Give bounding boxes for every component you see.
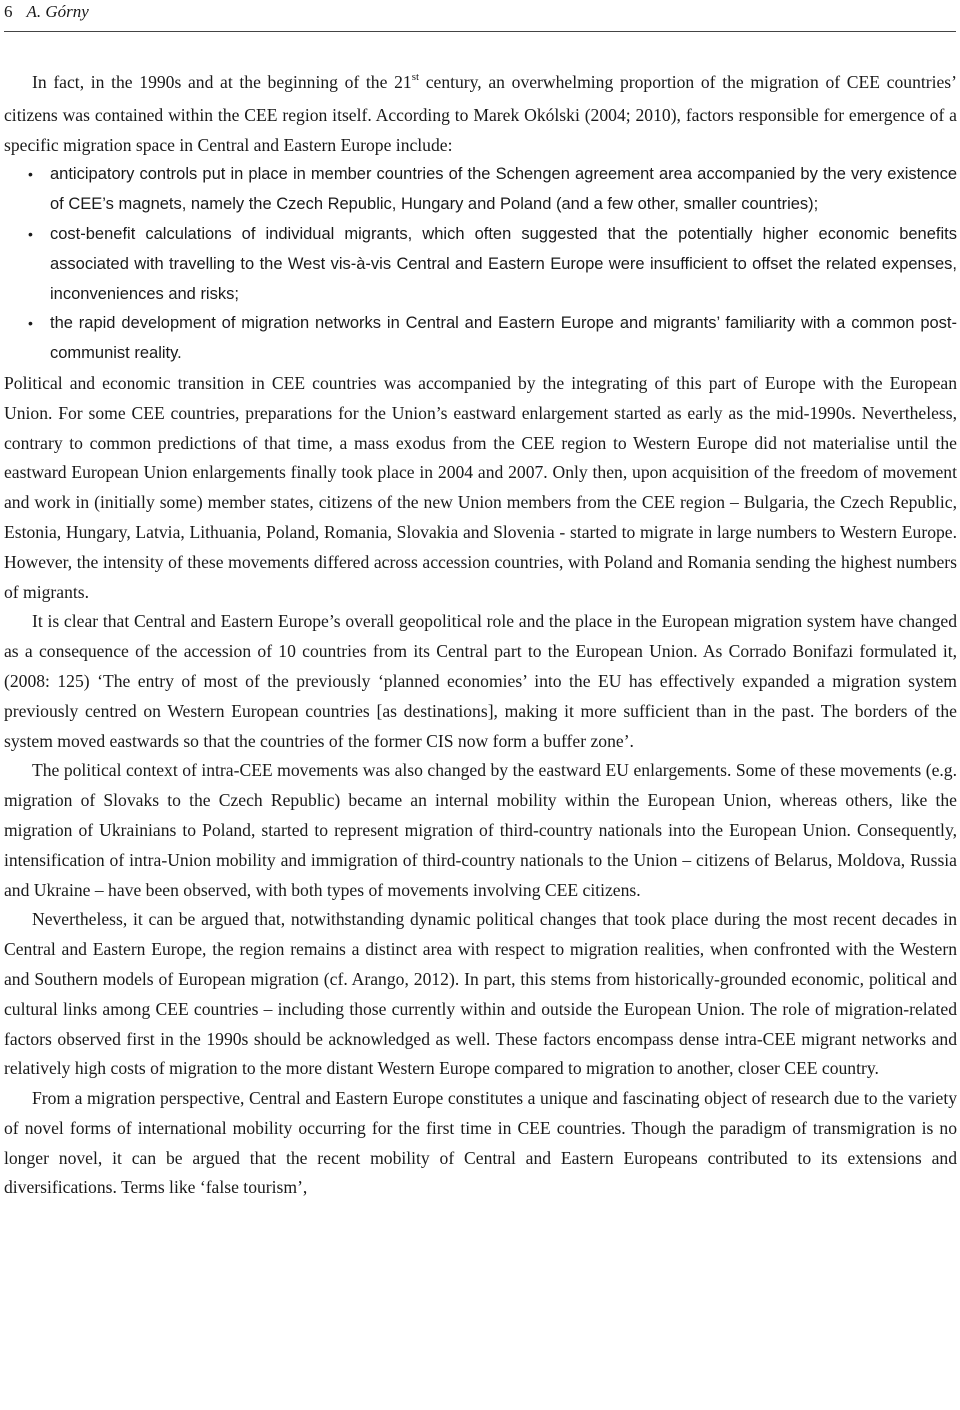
- list-item: [4, 309, 957, 369]
- bullet-icon: •: [28, 166, 33, 183]
- list-item-text: cost-benefit calculations of individual migrants, which often suggested that the potentially higher economic benefits associated with travelling to the West vis-à-vis Central and Eastern Europe were insufficient to offset the related expenses, inconveniences and risks;: [50, 224, 957, 303]
- paragraph-distinct-area: Nevertheless, it can be argued that, notwithstanding dynamic political changes that took place during the most recent decades in Central and Eastern Europe, the region remains a distinct area with respect to migration realities, when confronted with the Western and Southern models of European migration (cf. Arango, 2012). In part, this stems from historically-grounded economic, political and cultural links among CEE countries – including those currently within and outside the European Union. The role of migration-related factors observed first in the 1990s should be acknowledged as well. These factors encompass dense intra-CEE migrant networks and relatively high costs of migration to the more distant Western Europe compared to migration to another, closer CEE country.: [4, 909, 957, 1079]
- paragraph-intro-part-a: In fact, in the 1990s and at the beginning of the 21: [32, 72, 412, 92]
- body-text: [4, 68, 957, 1203]
- factor-list: [4, 160, 957, 369]
- running-author: A. Górny: [26, 2, 89, 21]
- paragraph-political-context: The political context of intra-CEE movements was also changed by the eastward EU enlargements. Some of these movements (e.g. migration of Slovaks to the Czech Republic) became an internal mobility within the European Union, whereas others, like the migration of Ukrainians to Poland, started to represent migration of third-country nationals into the European Union. Consequently, intensification of intra-Union mobility and immigration of third-country nationals to the Union – citizens of Belarus, Moldova, Russia and Ukraine – have been observed, with both types of movements involving CEE citizens.: [4, 760, 957, 900]
- paragraph-geopolitical-role: It is clear that Central and Eastern Europe’s overall geopolitical role and the place in the European migration system have changed as a consequence of the accession of 10 countries from its Central part to the European Union. As Corrado Bonifazi formulated it, (2008: 125) ‘The entry of most of the previously ‘planned economies’ into the EU has effectively expanded a migration system previously centred on Western European countries [as destinations], making it more sufficient than in the past. The borders of the system moved eastwards so that the countries of the former CIS now form a buffer zone’.: [4, 611, 957, 751]
- paragraph-intro-part-b: century, an overwhelming proportion of the migration of CEE countries’ citizens was contained within the CEE region itself. According to Marek Okólski (2004; 2010), factors responsible for emergence of a specific migration space in Central and Eastern Europe include:: [4, 72, 958, 155]
- paragraph-migration-perspective: From a migration perspective, Central and Eastern Europe constitutes a unique and fascinating object of research due to the variety of novel forms of international mobility occurring for the first time in CEE countries. Though the paradigm of transmigration is no longer novel, it can be argued that the recent mobility of Central and Eastern Europeans contributed to its extensions and diversifications. Terms like ‘false tourism’,: [4, 1088, 957, 1198]
- bullet-icon: •: [28, 225, 33, 242]
- paragraph-transition: Political and economic transition in CEE countries was accompanied by the integrating of this part of Europe with the European Union. For some CEE countries, preparations for the Union’s eastward enlargement started as early as the mid-1990s. Nevertheless, contrary to common predictions of that time, a mass exodus from the CEE region to Western Europe did not materialise until the eastward European Union enlargements finally took place in 2004 and 2007. Only then, upon acquisition of the freedom of movement and work in (initially some) member states, citizens of the new Union members from the CEE region – Bulgaria, the Czech Republic, Estonia, Hungary, Latvia, Lithuania, Poland, Romania, Slovakia and Slovenia - started to migrate in large numbers to Western Europe. However, the intensity of these movements differed across accession countries, with Poland and Romania sending the highest numbers of migrants.: [4, 372, 957, 602]
- page-header: [4, 0, 956, 32]
- list-item: [4, 220, 957, 309]
- list-item-text: anticipatory controls put in place in member countries of the Schengen agreement area accompanied by the very existence of CEE’s magnets, namely the Czech Republic, Hungary and Poland (and a few other, smaller countries);: [50, 165, 957, 214]
- superscript-st: st: [411, 71, 420, 83]
- paragraph-intro: [4, 68, 957, 160]
- bullet-icon: •: [28, 315, 33, 332]
- page-number: 6: [4, 2, 13, 21]
- list-item: [4, 160, 957, 220]
- list-item-text: the rapid development of migration networks in Central and Eastern Europe and migrants’ familiarity with a common post-communist reality.: [50, 314, 957, 363]
